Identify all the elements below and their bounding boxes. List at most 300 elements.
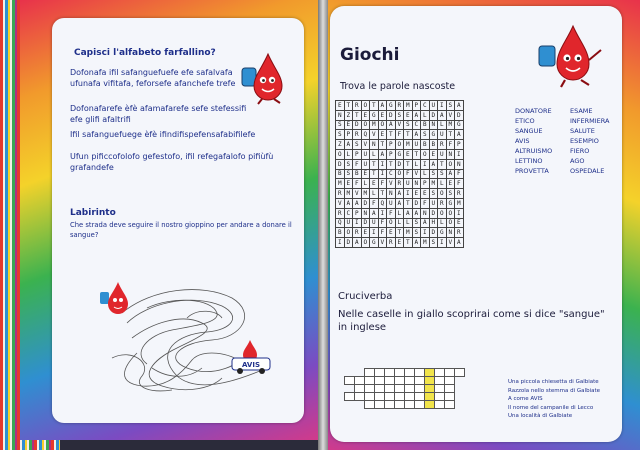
wordsearch-cell: A xyxy=(412,110,421,120)
crossword-cell[interactable] xyxy=(375,385,385,393)
right-page xyxy=(330,6,622,442)
crossword-cell[interactable] xyxy=(355,385,365,393)
wordsearch-cell: R xyxy=(395,101,404,111)
wordsearch-cell: U xyxy=(412,140,421,150)
crossword-cell xyxy=(455,401,465,409)
wordsearch-cell: Q xyxy=(336,218,345,228)
crossword-cell[interactable] xyxy=(425,401,435,409)
wordsearch-row xyxy=(336,159,464,169)
wordsearch-cell: B xyxy=(336,169,345,179)
word-item: PROVETTA xyxy=(515,167,549,175)
crossword-cell[interactable] xyxy=(415,369,425,377)
wordsearch-cell: L xyxy=(438,218,447,228)
wordsearch-word-list-2 xyxy=(570,106,609,176)
wordsearch-cell: G xyxy=(446,198,455,208)
crossword-cell xyxy=(455,377,465,385)
wordsearch-cell: E xyxy=(361,110,370,120)
word-item: OSPEDALE xyxy=(570,167,605,175)
crossword-cell xyxy=(465,385,475,393)
mascot-blood-drop-icon xyxy=(535,20,607,90)
wordsearch-cell: S xyxy=(344,169,353,179)
wordsearch-cell: E xyxy=(421,189,430,199)
crossword-cell[interactable] xyxy=(445,393,455,401)
wordsearch-cell: U xyxy=(361,149,370,159)
wordsearch-cell: D xyxy=(429,208,438,218)
wordsearch-cell: A xyxy=(412,238,421,248)
wordsearch-cell: E xyxy=(378,110,387,120)
wordsearch-cell: T xyxy=(404,130,413,140)
wordsearch-cell: T xyxy=(404,198,413,208)
wordsearch-cell: I xyxy=(404,189,413,199)
crossword-cell xyxy=(465,393,475,401)
word-item: ETICO xyxy=(515,117,535,125)
wordsearch-cell: A xyxy=(455,130,464,140)
crossword-cell[interactable] xyxy=(395,393,405,401)
word-item: DONATORE xyxy=(515,107,552,115)
wordsearch-cell: Z xyxy=(336,140,345,150)
wordsearch-cell: S xyxy=(429,189,438,199)
crossword-cell[interactable] xyxy=(395,377,405,385)
crossword-cell xyxy=(355,369,365,377)
wordsearch-cell: D xyxy=(429,228,438,238)
wordsearch-cell: V xyxy=(336,198,345,208)
wordsearch-cell: S xyxy=(344,159,353,169)
crossword-cell[interactable] xyxy=(445,401,455,409)
wordsearch-cell: V xyxy=(370,130,379,140)
wordsearch-cell: D xyxy=(412,198,421,208)
wordsearch-cell: O xyxy=(438,189,447,199)
wordsearch-cell: E xyxy=(336,101,345,111)
wordsearch-cell: A xyxy=(344,140,353,150)
wordsearch-cell: E xyxy=(395,238,404,248)
wordsearch-cell: U xyxy=(387,198,396,208)
word-item: ESEMPIO xyxy=(570,137,599,145)
wordsearch-cell: D xyxy=(344,238,353,248)
wordsearch-cell: V xyxy=(446,110,455,120)
crossword-cell[interactable] xyxy=(385,385,395,393)
wordsearch-cell: R xyxy=(353,228,362,238)
wordsearch-cell: N xyxy=(421,208,430,218)
crossword-cell[interactable] xyxy=(435,401,445,409)
word-item: INFERMIERA xyxy=(570,117,610,125)
crossword-cell[interactable] xyxy=(345,377,355,385)
wordsearch-cell: I xyxy=(353,218,362,228)
wordsearch-cell: M xyxy=(370,120,379,130)
wordsearch-cell: L xyxy=(395,218,404,228)
crossword-row xyxy=(345,369,475,377)
crossword-cell xyxy=(345,401,355,409)
wordsearch-cell: Z xyxy=(344,110,353,120)
wordsearch-cell: E xyxy=(404,149,413,159)
avis-van-icon xyxy=(228,336,274,376)
wordsearch-cell: G xyxy=(370,238,379,248)
wordsearch-cell: M xyxy=(446,120,455,130)
wordsearch-cell: M xyxy=(421,238,430,248)
wordsearch-cell: S xyxy=(412,228,421,238)
wordsearch-cell: S xyxy=(446,189,455,199)
crossword-cell[interactable] xyxy=(435,369,445,377)
farfallino-title: Capisci l'alfabeto farfallino? xyxy=(74,48,216,58)
wordsearch-cell: N xyxy=(387,189,396,199)
wordsearch-cell: D xyxy=(336,159,345,169)
crossword-clues xyxy=(508,378,600,421)
word-item: ESAME xyxy=(570,107,593,115)
crossword-cell[interactable] xyxy=(375,393,385,401)
crossword-cell[interactable] xyxy=(445,385,455,393)
crossword-cell xyxy=(345,369,355,377)
wordsearch-cell: A xyxy=(429,159,438,169)
wordsearch-cell: G xyxy=(387,101,396,111)
wordsearch-cell: A xyxy=(370,208,379,218)
wordsearch-cell: A xyxy=(378,101,387,111)
wordsearch-cell: G xyxy=(395,149,404,159)
wordsearch-cell: B xyxy=(353,169,362,179)
crossword-row xyxy=(345,393,475,401)
games-title: Giochi xyxy=(340,45,400,65)
wordsearch-cell: S xyxy=(404,120,413,130)
wordsearch-cell: P xyxy=(412,101,421,111)
wordsearch-cell: A xyxy=(344,198,353,208)
wordsearch-row xyxy=(336,238,464,248)
crossword-cell xyxy=(465,401,475,409)
crossword-cell[interactable] xyxy=(415,385,425,393)
wordsearch-cell: O xyxy=(446,208,455,218)
word-item: FIERO xyxy=(570,147,590,155)
crossword-cell[interactable] xyxy=(355,377,365,385)
wordsearch-row xyxy=(336,189,464,199)
wordsearch-cell: N xyxy=(336,110,345,120)
wordsearch-cell: T xyxy=(353,110,362,120)
wordsearch-cell: N xyxy=(446,149,455,159)
word-item: ALTRUISMO xyxy=(515,147,553,155)
book-gutter xyxy=(318,0,328,450)
wordsearch-cell: T xyxy=(378,189,387,199)
wordsearch-cell: V xyxy=(387,179,396,189)
wordsearch-cell: M xyxy=(455,198,464,208)
wordsearch-cell: P xyxy=(353,208,362,218)
wordsearch-cell: N xyxy=(412,179,421,189)
crossword-cell[interactable] xyxy=(405,369,415,377)
clue-item: Il nome del campanile di Lecco xyxy=(508,404,594,411)
crossword-cell[interactable] xyxy=(445,369,455,377)
wordsearch-cell: B xyxy=(429,140,438,150)
crossword-cell[interactable] xyxy=(435,377,445,385)
wordsearch-cell: I xyxy=(455,149,464,159)
wordsearch-cell: A xyxy=(412,208,421,218)
crossword-cell[interactable] xyxy=(375,401,385,409)
wordsearch-cell: C xyxy=(344,208,353,218)
wordsearch-cell: A xyxy=(353,238,362,248)
wordsearch-cell: O xyxy=(395,140,404,150)
wordsearch-cell: F xyxy=(353,179,362,189)
crossword-cell[interactable] xyxy=(425,385,435,393)
wordsearch-cell: U xyxy=(404,179,413,189)
wordsearch-cell: I xyxy=(421,159,430,169)
wordsearch-cell: F xyxy=(353,159,362,169)
wordsearch-cell: L xyxy=(421,169,430,179)
wordsearch-cell: F xyxy=(378,218,387,228)
wordsearch-cell: T xyxy=(370,159,379,169)
crossword-cell xyxy=(345,385,355,393)
crossword-cell[interactable] xyxy=(385,401,395,409)
wordsearch-cell: I xyxy=(455,208,464,218)
wordsearch-cell: R xyxy=(438,198,447,208)
crossword-cell[interactable] xyxy=(365,401,375,409)
wordsearch-cell: A xyxy=(387,120,396,130)
crossword-cell[interactable] xyxy=(365,377,375,385)
wordsearch-row xyxy=(336,101,464,111)
wordsearch-cell: B xyxy=(421,140,430,150)
wordsearch-cell: L xyxy=(438,120,447,130)
wordsearch-cell: L xyxy=(412,159,421,169)
wordsearch-cell: A xyxy=(353,198,362,208)
crossword-cell[interactable] xyxy=(385,369,395,377)
wordsearch-cell: L xyxy=(370,149,379,159)
wordsearch-cell: L xyxy=(361,179,370,189)
crossword-cell[interactable] xyxy=(405,377,415,385)
wordsearch-cell: N xyxy=(429,120,438,130)
crossword-cell[interactable] xyxy=(405,401,415,409)
wordsearch-cell: O xyxy=(387,218,396,228)
wordsearch-cell: O xyxy=(361,120,370,130)
wordsearch-cell: U xyxy=(438,149,447,159)
wordsearch-row xyxy=(336,228,464,238)
wordsearch-cell: S xyxy=(429,238,438,248)
wordsearch-cell: V xyxy=(361,140,370,150)
crossword-row xyxy=(345,385,475,393)
wordsearch-cell: S xyxy=(395,110,404,120)
wordsearch-cell: A xyxy=(446,169,455,179)
wordsearch-title: Trova le parole nascoste xyxy=(340,81,456,92)
wordsearch-cell: D xyxy=(353,120,362,130)
wordsearch-cell: V xyxy=(412,169,421,179)
wordsearch-cell: M xyxy=(404,101,413,111)
wordsearch-cell: S xyxy=(353,140,362,150)
wordsearch-cell: E xyxy=(412,189,421,199)
wordsearch-cell: U xyxy=(361,159,370,169)
crossword-grid xyxy=(344,368,475,409)
clue-item: Una località di Galbiate xyxy=(508,413,573,419)
wordsearch-cell: S xyxy=(412,218,421,228)
wordsearch-cell: Q xyxy=(361,130,370,140)
crossword-cell[interactable] xyxy=(415,393,425,401)
wordsearch-grid xyxy=(335,100,464,248)
wordsearch-cell: R xyxy=(353,101,362,111)
wordsearch-cell: M xyxy=(336,179,345,189)
crossword-cell[interactable] xyxy=(405,385,415,393)
wordsearch-row xyxy=(336,120,464,130)
wordsearch-cell: I xyxy=(370,228,379,238)
crossword-cell[interactable] xyxy=(365,393,375,401)
wordsearch-cell: F xyxy=(370,198,379,208)
wordsearch-cell: R xyxy=(395,179,404,189)
crossword-cell[interactable] xyxy=(435,385,445,393)
wordsearch-cell: O xyxy=(378,120,387,130)
wordsearch-cell: U xyxy=(370,218,379,228)
crossword-cell xyxy=(465,377,475,385)
crossword-cell[interactable] xyxy=(385,393,395,401)
crossword-cell xyxy=(465,369,475,377)
wordsearch-cell: C xyxy=(421,101,430,111)
crossword-row xyxy=(345,401,475,409)
wordsearch-cell: F xyxy=(395,130,404,140)
wordsearch-cell: Q xyxy=(378,198,387,208)
wordsearch-cell: L xyxy=(395,208,404,218)
crossword-cell[interactable] xyxy=(395,369,405,377)
wordsearch-cell: G xyxy=(438,228,447,238)
wordsearch-cell: I xyxy=(438,238,447,248)
clue-item: Razzola nello stemma di Galbiate xyxy=(508,387,600,394)
wordsearch-cell: E xyxy=(361,228,370,238)
wordsearch-cell: H xyxy=(429,218,438,228)
crossword-cell[interactable] xyxy=(365,385,375,393)
wordsearch-cell: M xyxy=(361,189,370,199)
crossword-cell[interactable] xyxy=(425,377,435,385)
crossword-cell[interactable] xyxy=(395,385,405,393)
wordsearch-cell: M xyxy=(404,140,413,150)
wordsearch-cell: F xyxy=(378,228,387,238)
crossword-cell[interactable] xyxy=(445,377,455,385)
wordsearch-cell: L xyxy=(421,110,430,120)
wordsearch-word-list-1 xyxy=(515,106,552,176)
crossword-cell[interactable] xyxy=(425,369,435,377)
wordsearch-cell: F xyxy=(421,198,430,208)
wordsearch-cell: R xyxy=(438,140,447,150)
crossword-cell[interactable] xyxy=(355,393,365,401)
wordsearch-row xyxy=(336,140,464,150)
wordsearch-cell: T xyxy=(370,169,379,179)
wordsearch-cell: I xyxy=(378,208,387,218)
crossword-cell[interactable] xyxy=(345,393,355,401)
wordsearch-cell: O xyxy=(421,149,430,159)
wordsearch-cell: M xyxy=(429,179,438,189)
wordsearch-cell: R xyxy=(336,189,345,199)
wordsearch-cell: L xyxy=(438,179,447,189)
wordsearch-cell: S xyxy=(438,169,447,179)
crossword-cell[interactable] xyxy=(405,393,415,401)
wordsearch-cell: P xyxy=(353,149,362,159)
wordsearch-cell: S xyxy=(336,120,345,130)
wordsearch-cell: A xyxy=(455,238,464,248)
word-item: SALUTE xyxy=(570,127,595,135)
wordsearch-cell: E xyxy=(455,218,464,228)
wordsearch-cell: F xyxy=(455,169,464,179)
wordsearch-row xyxy=(336,110,464,120)
crossword-cell[interactable] xyxy=(395,401,405,409)
wordsearch-cell: R xyxy=(336,208,345,218)
wordsearch-cell: T xyxy=(378,140,387,150)
wordsearch-cell: M xyxy=(344,189,353,199)
wordsearch-cell: T xyxy=(404,238,413,248)
wordsearch-cell: O xyxy=(361,238,370,248)
wordsearch-row xyxy=(336,179,464,189)
word-item: SANGUE xyxy=(515,127,543,135)
wordsearch-cell: A xyxy=(395,189,404,199)
wordsearch-cell: R xyxy=(455,228,464,238)
wordsearch-cell: T xyxy=(370,101,379,111)
wordsearch-cell: E xyxy=(404,110,413,120)
wordsearch-cell: T xyxy=(412,149,421,159)
wordsearch-cell: O xyxy=(446,159,455,169)
wordsearch-cell: E xyxy=(429,149,438,159)
wordsearch-cell: L xyxy=(404,218,413,228)
wordsearch-cell: A xyxy=(455,101,464,111)
word-item: AVIS xyxy=(515,137,530,145)
crossword-cell xyxy=(455,385,465,393)
wordsearch-cell: D xyxy=(395,159,404,169)
avis-van-label: AVIS xyxy=(241,361,261,369)
crossword-row xyxy=(345,377,475,385)
wordsearch-cell: I xyxy=(378,159,387,169)
wordsearch-row xyxy=(336,169,464,179)
farfallino-paragraph-1: Dofonafa ifil safanguefuefe efe safalvafa ufunafa vifitafa, feforsefe afanchefe trefe xyxy=(70,68,236,88)
wordsearch-cell: I xyxy=(336,238,345,248)
wordsearch-cell: E xyxy=(361,169,370,179)
wordsearch-cell: T xyxy=(404,159,413,169)
wordsearch-cell: P xyxy=(344,130,353,140)
wordsearch-cell: P xyxy=(387,140,396,150)
wordsearch-cell: P xyxy=(421,179,430,189)
left-page xyxy=(52,18,304,423)
wordsearch-cell: E xyxy=(378,130,387,140)
wordsearch-cell: O xyxy=(361,101,370,111)
wordsearch-cell: O xyxy=(344,228,353,238)
wordsearch-cell: N xyxy=(455,159,464,169)
wordsearch-cell: N xyxy=(370,140,379,150)
wordsearch-cell: S xyxy=(421,130,430,140)
wordsearch-cell: I xyxy=(378,169,387,179)
wordsearch-cell: D xyxy=(361,218,370,228)
wordsearch-cell: E xyxy=(344,179,353,189)
wordsearch-cell: R xyxy=(387,238,396,248)
crossword-cell[interactable] xyxy=(425,393,435,401)
wordsearch-cell: A xyxy=(421,218,430,228)
wordsearch-cell: T xyxy=(446,130,455,140)
crossword-cell[interactable] xyxy=(365,369,375,377)
wordsearch-row xyxy=(336,130,464,140)
wordsearch-cell: D xyxy=(455,110,464,120)
labyrinth-question: Che strada deve seguire il nostro gioppino per andare a donare il sangue? xyxy=(70,221,292,239)
wordsearch-cell: L xyxy=(344,149,353,159)
clue-item: Una piccola chiesetta di Galbiate xyxy=(508,379,599,385)
wordsearch-cell: U xyxy=(344,218,353,228)
crossword-cell[interactable] xyxy=(415,377,425,385)
wordsearch-cell: T xyxy=(395,228,404,238)
crossword-cell[interactable] xyxy=(385,377,395,385)
wordsearch-cell: B xyxy=(421,120,430,130)
wordsearch-cell: O xyxy=(336,149,345,159)
farfallino-paragraph-4: Ufun pificcofolofo gefestofo, ifil refegafalofo pifiùfù grafandefe xyxy=(70,152,274,172)
wordsearch-cell: P xyxy=(387,149,396,159)
crossword-cell xyxy=(355,401,365,409)
wordsearch-cell: L xyxy=(370,189,379,199)
crossword-cell xyxy=(455,393,465,401)
crossword-cell[interactable] xyxy=(375,377,385,385)
wordsearch-cell: A xyxy=(412,130,421,140)
wordsearch-cell: F xyxy=(378,179,387,189)
wordsearch-cell: R xyxy=(455,189,464,199)
crossword-cell[interactable] xyxy=(415,401,425,409)
wordsearch-cell: D xyxy=(429,110,438,120)
wordsearch-cell: O xyxy=(395,169,404,179)
crossword-cell[interactable] xyxy=(375,369,385,377)
wordsearch-cell: V xyxy=(446,238,455,248)
wordsearch-cell: T xyxy=(344,101,353,111)
crossword-cell[interactable] xyxy=(455,369,465,377)
wordsearch-row xyxy=(336,149,464,159)
wordsearch-row xyxy=(336,218,464,228)
crossword-cell[interactable] xyxy=(435,393,445,401)
